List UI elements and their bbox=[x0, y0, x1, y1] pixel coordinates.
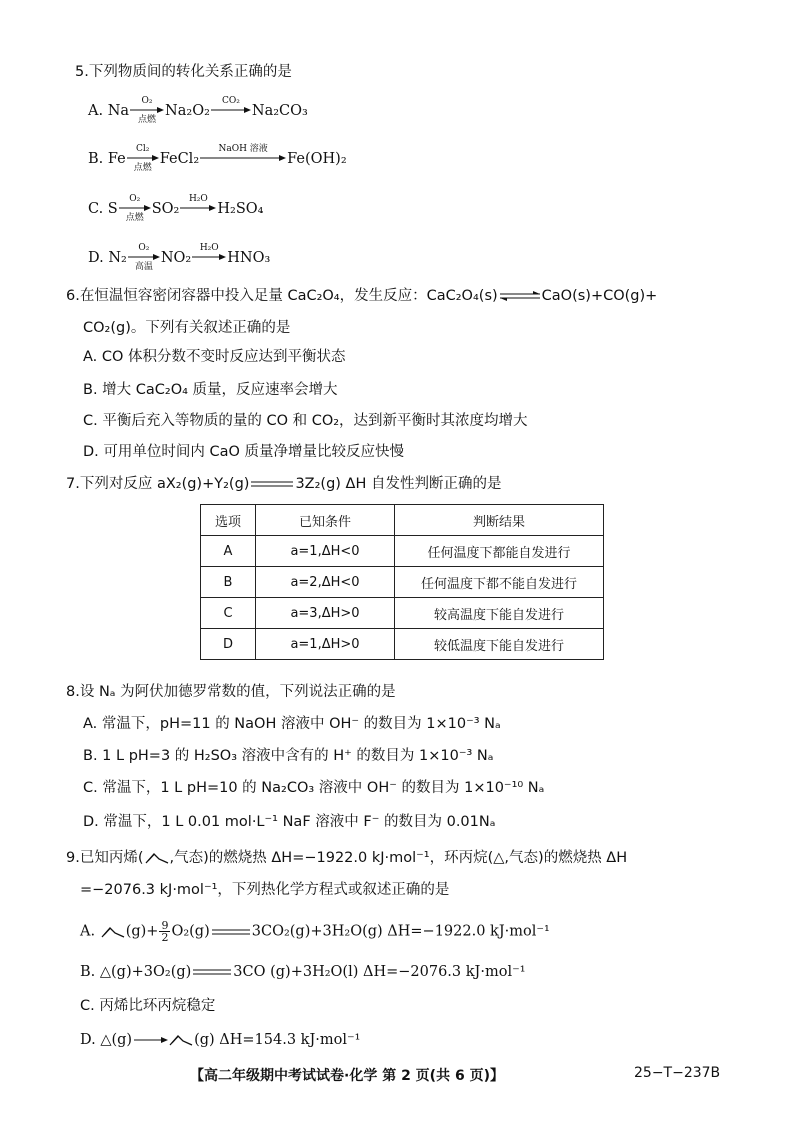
q7-stem-text: 7.下列对反应 aX₂(g)+Y₂(g) bbox=[66, 476, 250, 492]
reaction-arrow: O₂ 点燃 bbox=[119, 196, 151, 222]
reaction-arrow: CO₂ bbox=[211, 98, 251, 124]
q9-option-a bbox=[80, 920, 550, 943]
q9-option-b bbox=[80, 962, 526, 982]
table-row bbox=[201, 629, 604, 660]
option-letter: A. bbox=[88, 103, 104, 119]
propene-structure-icon bbox=[168, 1033, 194, 1047]
reaction-arrow: H₂O bbox=[192, 245, 226, 271]
q5-option-d bbox=[88, 245, 270, 271]
table-cell: C bbox=[201, 598, 256, 629]
q6-stem-line2: CO₂(g)。下列有关叙述正确的是 bbox=[83, 320, 291, 336]
table-cell: a=3,ΔH>0 bbox=[256, 598, 395, 629]
equation-part: 3CO₂(g)+3H₂O(g) ΔH=−1922.0 kJ·mol⁻¹ bbox=[251, 923, 550, 940]
equation-part: B. △(g)+3O₂(g) bbox=[80, 964, 192, 980]
intermediate: FeCl₂ bbox=[159, 151, 200, 167]
intermediate: Na₂O₂ bbox=[165, 103, 210, 119]
equals-arrow bbox=[212, 928, 250, 936]
q6-option-a: A. CO 体积分数不变时反应达到平衡状态 bbox=[83, 349, 346, 365]
exam-code: 25−T−237B bbox=[634, 1065, 721, 1081]
table-cell: B bbox=[201, 567, 256, 598]
reactant: Fe bbox=[107, 151, 126, 167]
reactant: Na bbox=[107, 103, 130, 119]
option-letter: B. bbox=[88, 151, 104, 167]
table-cell: D bbox=[201, 629, 256, 660]
q8-option-c: C. 常温下，1 L pH=10 的 Na₂CO₃ 溶液中 OH⁻ 的数目为 1×10⁻¹⁰ Nₐ bbox=[83, 780, 545, 796]
equation-part: (g) ΔH=154.3 kJ·mol⁻¹ bbox=[194, 1032, 361, 1048]
equation-part: 3CO (g)+3H₂O(l) ΔH=−2076.3 kJ·mol⁻¹ bbox=[233, 964, 526, 980]
equation-part: O₂(g) bbox=[171, 923, 210, 940]
fraction: $\frac{9}{2}$ bbox=[161, 919, 169, 944]
table-row bbox=[201, 536, 604, 567]
q9-stem-line1 bbox=[66, 848, 627, 868]
q5-option-a bbox=[88, 98, 308, 124]
table-header: 选项 bbox=[201, 505, 256, 536]
propene-structure-icon bbox=[144, 851, 170, 865]
reaction-arrow: NaOH 溶液 bbox=[200, 146, 286, 172]
q6-stem-products: CaO(s)+CO(g)+ bbox=[541, 288, 658, 304]
table-cell: a=2,ΔH<0 bbox=[256, 567, 395, 598]
propene-structure-icon bbox=[100, 925, 126, 939]
option-letter: A. bbox=[80, 923, 96, 940]
intermediate: SO₂ bbox=[151, 201, 180, 217]
table-row bbox=[201, 598, 604, 629]
product: H₂SO₄ bbox=[217, 201, 264, 217]
option-letter: D. bbox=[88, 250, 104, 266]
product: HNO₃ bbox=[227, 250, 271, 266]
reactant: N₂ bbox=[108, 250, 127, 266]
q8-option-d: D. 常温下，1 L 0.01 mol·L⁻¹ NaF 溶液中 F⁻ 的数目为 0.01Nₐ bbox=[83, 814, 496, 830]
q8-option-a: A. 常温下，pH=11 的 NaOH 溶液中 OH⁻ 的数目为 1×10⁻³ Nₐ bbox=[83, 716, 501, 732]
reaction-arrow: Cl₂ 点燃 bbox=[127, 146, 159, 172]
q5-stem: 5.下列物质间的转化关系正确的是 bbox=[75, 64, 292, 80]
q5-option-b bbox=[88, 146, 347, 172]
q7-stem bbox=[66, 474, 501, 494]
q6-option-d: D. 可用单位时间内 CaO 质量净增量比较反应快慢 bbox=[83, 444, 405, 460]
table-header: 判断结果 bbox=[395, 505, 604, 536]
equilibrium-arrow bbox=[500, 291, 540, 301]
q9-option-d bbox=[80, 1030, 360, 1050]
equals-arrow bbox=[193, 968, 231, 976]
q6-option-c: C. 平衡后充入等物质的量的 CO 和 CO₂，达到新平衡时其浓度均增大 bbox=[83, 413, 528, 429]
table-cell: 较低温度下能自发进行 bbox=[395, 629, 604, 660]
q9-stem-text-cont: ,气态)的燃烧热 ΔH=−1922.0 kJ·mol⁻¹，环丙烷(△,气态)的燃烧热 ΔH bbox=[169, 850, 628, 866]
q6-stem-text: 6.在恒温恒容密闭容器中投入足量 CaC₂O₄，发生反应：CaC₂O₄(s) bbox=[66, 288, 498, 304]
q6-stem-line1 bbox=[66, 286, 657, 306]
option-letter: C. bbox=[88, 201, 104, 217]
reaction-arrow: O₂ 高温 bbox=[128, 245, 160, 271]
q7-stem-tail: 3Z₂(g) ΔH 自发性判断正确的是 bbox=[295, 476, 502, 492]
table-header: 已知条件 bbox=[256, 505, 395, 536]
table-cell: 较高温度下能自发进行 bbox=[395, 598, 604, 629]
q6-option-b: B. 增大 CaC₂O₄ 质量，反应速率会增大 bbox=[83, 382, 338, 398]
product: Na₂CO₃ bbox=[251, 103, 308, 119]
table-header-row bbox=[201, 505, 604, 536]
table-cell: a=1,ΔH>0 bbox=[256, 629, 395, 660]
q8-option-b: B. 1 L pH=3 的 H₂SO₃ 溶液中含有的 H⁺ 的数目为 1×10⁻³ Nₐ bbox=[83, 748, 494, 764]
reactant: S bbox=[107, 201, 118, 217]
q5-option-c bbox=[88, 196, 263, 222]
table-cell: 任何温度下都不能自发进行 bbox=[395, 567, 604, 598]
reaction-arrow: O₂ 点燃 bbox=[130, 98, 164, 124]
q9-stem-line2: =−2076.3 kJ·mol⁻¹，下列热化学方程式或叙述正确的是 bbox=[80, 882, 450, 898]
q8-stem: 8.设 Nₐ 为阿伏加德罗常数的值，下列说法正确的是 bbox=[66, 684, 396, 700]
reaction-arrow: H₂O bbox=[180, 196, 216, 222]
reaction-arrow bbox=[132, 1035, 168, 1045]
table-cell: A bbox=[201, 536, 256, 567]
equation-part: D. △(g) bbox=[80, 1032, 133, 1048]
intermediate: NO₂ bbox=[160, 250, 192, 266]
table-cell: 任何温度下都能自发进行 bbox=[395, 536, 604, 567]
q9-stem-text: 9.已知丙烯( bbox=[66, 850, 144, 866]
table-cell: a=1,ΔH<0 bbox=[256, 536, 395, 567]
equals-arrow bbox=[251, 480, 293, 488]
q7-options-table bbox=[200, 504, 604, 660]
table-row bbox=[201, 567, 604, 598]
page-footer-title: 【高二年级期中考试试卷·化学 第 2 页(共 6 页)】 bbox=[190, 1068, 504, 1084]
equation-part: (g)+ bbox=[125, 923, 159, 940]
product: Fe(OH)₂ bbox=[287, 151, 347, 167]
q9-option-c: C. 丙烯比环丙烷稳定 bbox=[80, 998, 216, 1014]
